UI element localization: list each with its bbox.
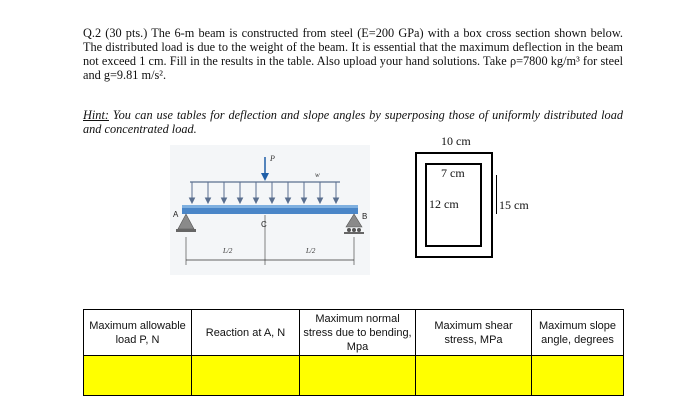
header-max-slope-angle: Maximum slope angle, degrees (532, 310, 624, 356)
hint-text: You can use tables for deflection and slope angles by superposing those of uniformly distributed load and concentrated load. (83, 108, 623, 136)
table-header-row (84, 310, 624, 356)
beam-diagram (170, 145, 370, 275)
header-max-allowable-load: Maximum allowable load P, N (84, 310, 192, 356)
support-b-label: B (362, 212, 368, 221)
answer-cell-max-load[interactable] (84, 356, 192, 396)
inner-width-label: 7 cm (441, 166, 465, 180)
header-reaction-a: Reaction at A, N (192, 310, 300, 356)
inner-height-label: 12 cm (429, 197, 459, 211)
outer-height-tick (496, 175, 497, 214)
results-table (83, 309, 624, 396)
header-max-shear-stress: Maximum shear stress, MPa (416, 310, 532, 356)
hint-label: Hint: (83, 108, 109, 122)
problem-statement: Q.2 (30 pts.) The 6-m beam is constructed from steel (E=200 GPa) with a box cross section shown below. The distributed load is due to the weight of the beam. It is essential that the maximum deflection in the beam not exceed 1 cm. Fill in the results in the table. Also upload your hand solutions. Take ρ=7800 kg/m³ for steel and g=9.81 m/s². (83, 26, 623, 82)
answer-cell-slope-angle[interactable] (532, 356, 624, 396)
answer-cell-shear-stress[interactable] (416, 356, 532, 396)
header-max-normal-stress: Maximum normal stress due to bending, Mpa (300, 310, 416, 356)
point-c-label: C (261, 220, 267, 229)
half-span-left-label: L/2 (223, 247, 233, 255)
load-p-label: P (270, 154, 275, 163)
answer-cell-reaction-a[interactable] (192, 356, 300, 396)
load-w-label: w (315, 171, 320, 179)
half-span-right-label: L/2 (306, 247, 316, 255)
support-a-label: A (173, 210, 179, 219)
outer-height-label: 15 cm (499, 198, 529, 212)
answer-cell-normal-stress[interactable] (300, 356, 416, 396)
outer-width-label: 10 cm (441, 134, 471, 148)
answer-row (84, 356, 624, 396)
hint-paragraph (83, 108, 623, 136)
